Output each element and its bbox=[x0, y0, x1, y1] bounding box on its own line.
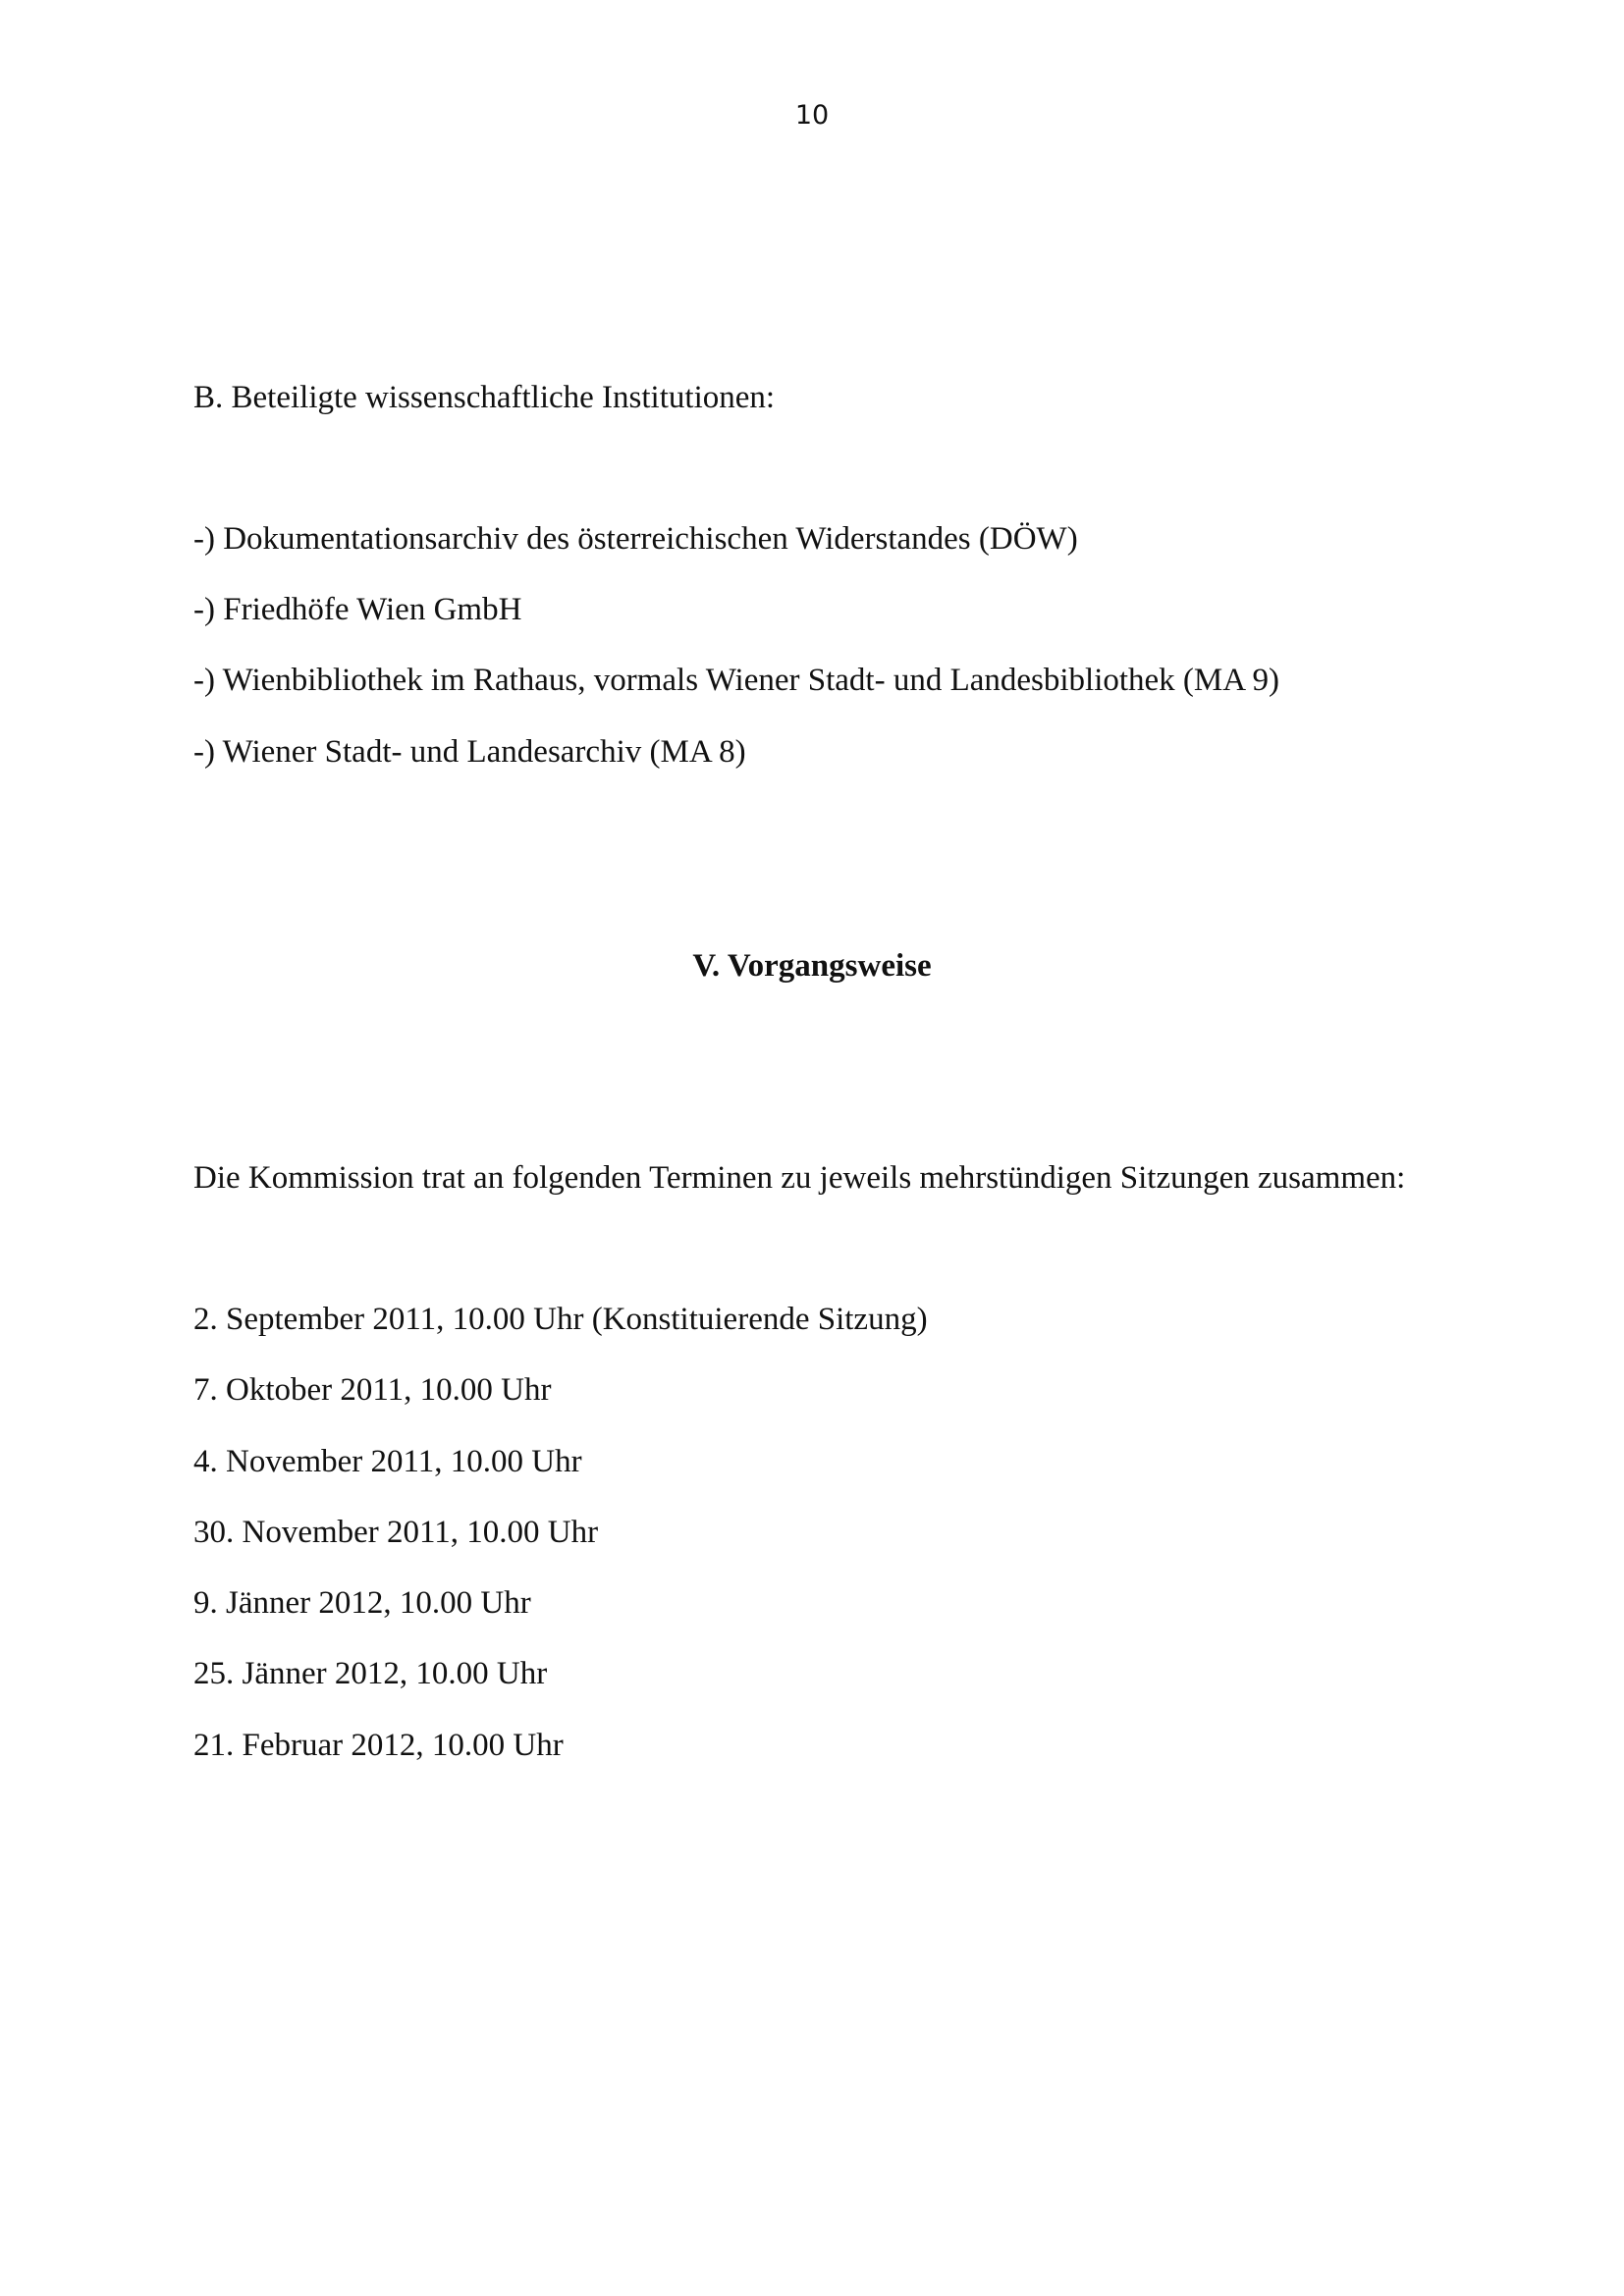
list-item: -) Friedhöfe Wien GmbH bbox=[193, 592, 522, 627]
list-item: 2. September 2011, 10.00 Uhr (Konstituierende Sitzung) bbox=[193, 1302, 928, 1337]
list-item: -) Dokumentationsarchiv des österreichischen Widerstandes (DÖW) bbox=[193, 521, 1078, 557]
list-item: -) Wiener Stadt- und Landesarchiv (MA 8) bbox=[193, 734, 746, 770]
section-v-intro: Die Kommission trat an folgenden Terminen zu jeweils mehrstündigen Sitzungen zusammen: bbox=[193, 1160, 1406, 1196]
list-item: 25. Jänner 2012, 10.00 Uhr bbox=[193, 1656, 548, 1691]
list-item: 7. Oktober 2011, 10.00 Uhr bbox=[193, 1372, 552, 1408]
list-item: 9. Jänner 2012, 10.00 Uhr bbox=[193, 1585, 531, 1621]
list-item: 4. November 2011, 10.00 Uhr bbox=[193, 1444, 582, 1479]
list-item: -) Wienbibliothek im Rathaus, vormals Wiener Stadt- und Landesbibliothek (MA 9) bbox=[193, 663, 1280, 698]
section-b-heading: B. Beteiligte wissenschaftliche Institutionen: bbox=[193, 380, 776, 415]
list-item: 30. November 2011, 10.00 Uhr bbox=[193, 1515, 599, 1550]
list-item: 21. Februar 2012, 10.00 Uhr bbox=[193, 1728, 564, 1763]
section-v-heading: V. Vorgangsweise bbox=[692, 948, 932, 984]
page-number: 10 bbox=[794, 100, 830, 131]
